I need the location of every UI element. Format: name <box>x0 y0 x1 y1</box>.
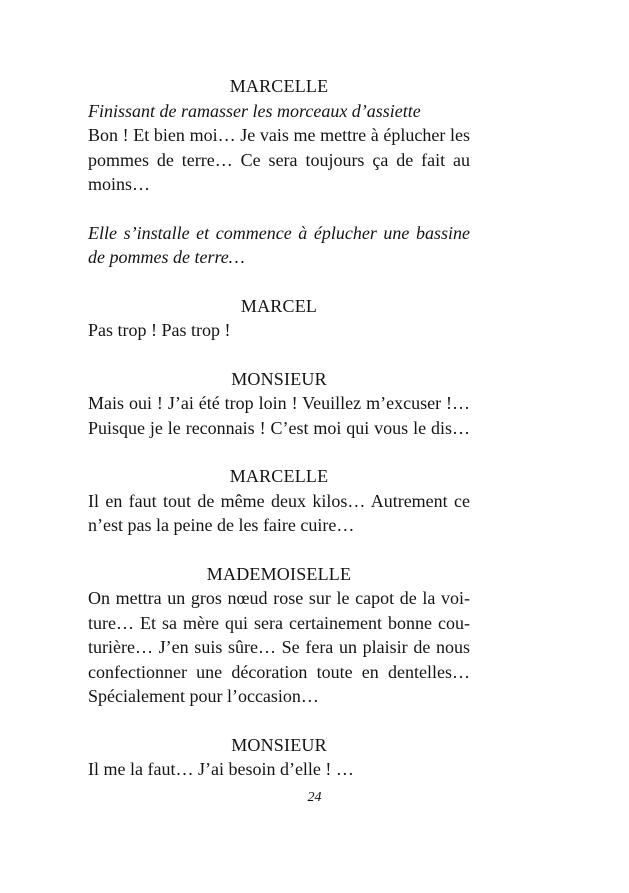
stage-direction: Elle s’installe et commence à éplucher une bassine <box>88 222 470 243</box>
dialogue-line: Il me la faut… J’ai besoin d’elle ! … <box>88 759 354 779</box>
dialogue-line: moins… <box>88 174 151 194</box>
speaker-name: MARCEL <box>240 295 318 316</box>
dialogue-line: Puisque je le reconnais ! C’est moi qui vous le dis… <box>88 417 470 438</box>
dialogue-line: Spécialement pour l’occasion… <box>88 686 319 706</box>
speaker-name: MONSIEUR <box>231 734 327 755</box>
dialogue-line: Pas trop ! Pas trop ! <box>88 320 231 340</box>
dialogue-line: n’est pas la peine de les faire cuire… <box>88 515 355 535</box>
dialogue-line: Mais oui ! J’ai été trop loin ! Veuillez m’excuser !… <box>88 393 470 413</box>
speaker-name: MONSIEUR <box>231 368 327 389</box>
dialogue-line: confectionner une décoration toute en dentelles… <box>88 661 470 682</box>
script-text <box>88 74 470 782</box>
dialogue-line: ture… Et sa mère qui sera certainement bonne cou- <box>88 612 470 633</box>
speaker-name: MARCELLE <box>229 76 329 96</box>
speaker-name: MADEMOISELLE <box>206 563 352 584</box>
speaker-name: MARCELLE <box>229 466 329 486</box>
dialogue-line: Il en faut tout de même deux kilos… Autrement ce <box>88 490 470 511</box>
stage-direction: de pommes de terre… <box>88 247 245 267</box>
stage-direction: Finissant de ramasser les morceaux d’assiette <box>88 100 421 121</box>
dialogue-line: On mettra un gros nœud rose sur le capot de la voi- <box>88 588 470 608</box>
dialogue-line: pommes de terre… Ce sera toujours ça de fait au <box>88 149 470 170</box>
dialogue-line: Bon ! Et bien moi… Je vais me mettre à éplucher les <box>88 125 470 145</box>
page-number: 24 <box>307 790 322 805</box>
dialogue-line: turière… J’en suis sûre… Se fera un plaisir de nous <box>88 637 470 657</box>
